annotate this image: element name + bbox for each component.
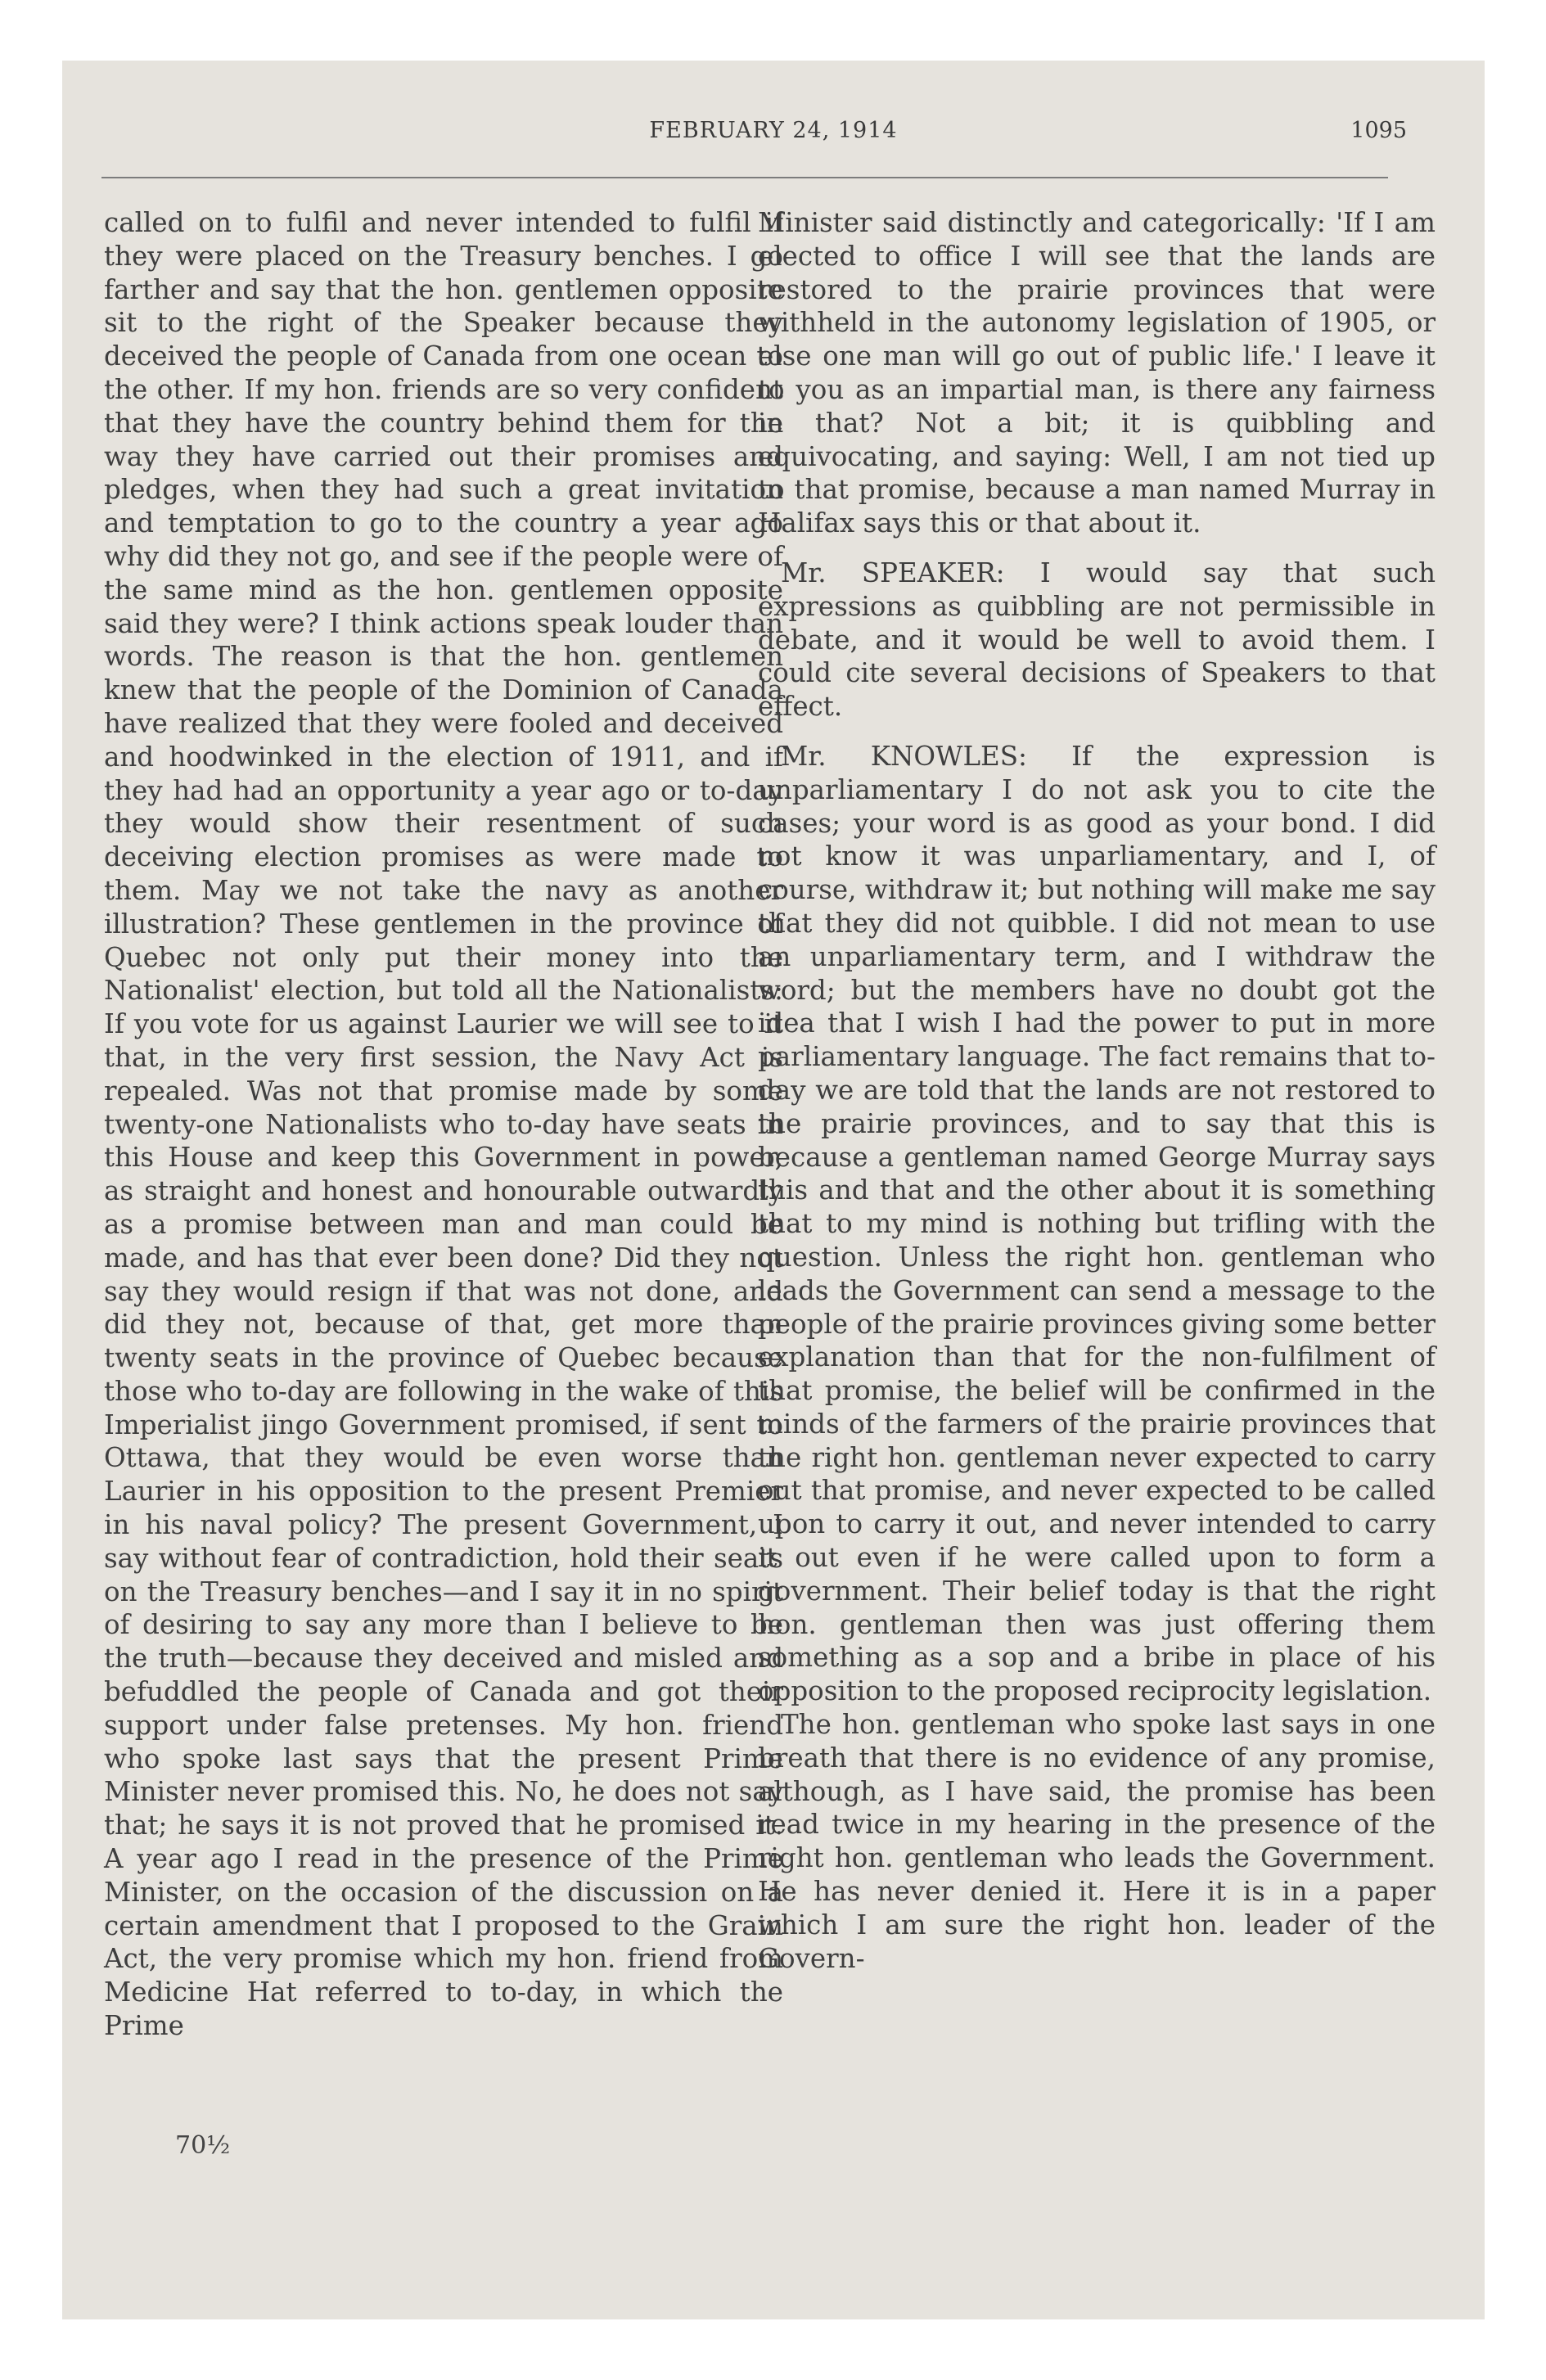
running-head: FEBRUARY 24, 1914 <box>649 118 898 143</box>
page-number: 1095 <box>1350 118 1407 143</box>
right-column <box>758 206 1436 1975</box>
paragraph: The hon. gentleman who spoke last says in one breath that there is no evidence of any promise, although, as I have said, the promise has been read twice in my hearing in the presence of the right hon. gentleman who leads the Government. He has never denied it. Here it is in a paper which I am sure the right hon. leader of the Govern- <box>758 1709 1436 1974</box>
header-rule <box>101 177 1388 178</box>
signature-mark: 70½ <box>175 2131 231 2160</box>
left-column <box>104 206 783 2043</box>
paragraph-knowles: Mr. KNOWLES: If the expression is unparliamentary I do not ask you to cite the cases; your word is as good as your bond. I did not know it was unparliamentary, and I, of course, withdraw it; but nothing will make me say that they did not quibble. I did not mean to use an unparliamentary term, and I withdraw the word; but the members have no doubt got the idea that I wish I had the power to put in more parliamentary language. The fact remains that to-day we are told that the lands are not restored to the prairie provinces, and to say that this is because a gentleman named George Murray says this and that and the other about it is something that to my mind is nothing but trifling with the question. Unless the right hon. gentleman who leads the Government can send a message to the people of the prairie provinces giving some better explanation than that for the non-fulfilment of that promise, the belief will be confirmed in the minds of the farmers of the prairie provinces that the right hon. gentleman never expected to carry out that promise, and never expected to be called upon to carry it out, and never intended to carry it out even if he were called upon to form a government. Their belief today is that the right hon. gentleman then was just offering them something as a sop and a bribe in place of his opposition to the proposed reciprocity legislation. <box>758 740 1436 1707</box>
page-header <box>62 118 1485 159</box>
paragraph: Minister said distinctly and categorically: 'If I am elected to office I will see that the lands are restored to the prairie provinces that were withheld in the autonomy legislation of 1905, or else one man will go out of public life.' I leave it to you as an impartial man, is there any fairness in that? Not a bit; it is quibbling and equivocating, and saying: Well, I am not tied up to that promise, because a man named Murray in Halifax says this or that about it. <box>758 207 1436 539</box>
paragraph-speaker: Mr. SPEAKER: I would say that such expressions as quibbling are not permissible in debate, and it would be well to avoid them. I could cite several decisions of Speakers to that effect. <box>758 557 1436 723</box>
scanned-page <box>62 61 1485 2319</box>
paragraph: called on to fulfil and never intended to fulfil if they were placed on the Treasury benches. I go farther and say that the hon. gentlemen opposite sit to the right of the Speaker because they deceived the people of Canada from one ocean to the other. If my hon. friends are so very confident that they have the country behind them for the way they have carried out their promises and pledges, when they had such a great invitation and temptation to go to the country a year ago why did they not go, and see if the people were of the same mind as the hon. gentlemen opposite said they were? I think actions speak louder than words. The reason is that the hon. gentlemen knew that the people of the Dominion of Canada have realized that they were fooled and deceived and hoodwinked in the election of 1911, and if they had had an opportunity a year ago or to-day they would show their resentment of such deceiving election promises as were made to them. May we not take the navy as another illustration? These gentlemen in the province of Quebec not only put their money into the Nationalist' election, but told all the Nationalists: If you vote for us against Laurier we will see to it that, in the very first session, the Navy Act is repealed. Was not that promise made by some twenty-one Nationalists who to-day have seats in this House and keep this Government in power, as straight and honest and honourable outwardly as a promise between man and man could be made, and has that ever been done? Did they not say they would resign if that was not done, and did they not, because of that, get more than twenty seats in the province of Quebec because those who to-day are following in the wake of this Imperialist jingo Government promised, if sent to Ottawa, that they would be even worse than Laurier in his opposition to the present Premier in his naval policy? The present Government, I say without fear of contradiction, hold their seats on the Treasury benches—and I say it in no spirit of desiring to say any more than I believe to be the truth—because they deceived and misled and befuddled the people of Canada and got their support under false pretenses. My hon. friend who spoke last says that the present Prime Minister never promised this. No, he does not say that; he says it is not proved that he promised it. A year ago I read in the presence of the Prime Minister, on the occasion of the discussion on a certain amendment that I proposed to the Grain Act, the very promise which my hon. friend from Medicine Hat referred to to-day, in which the Prime <box>104 207 783 2042</box>
